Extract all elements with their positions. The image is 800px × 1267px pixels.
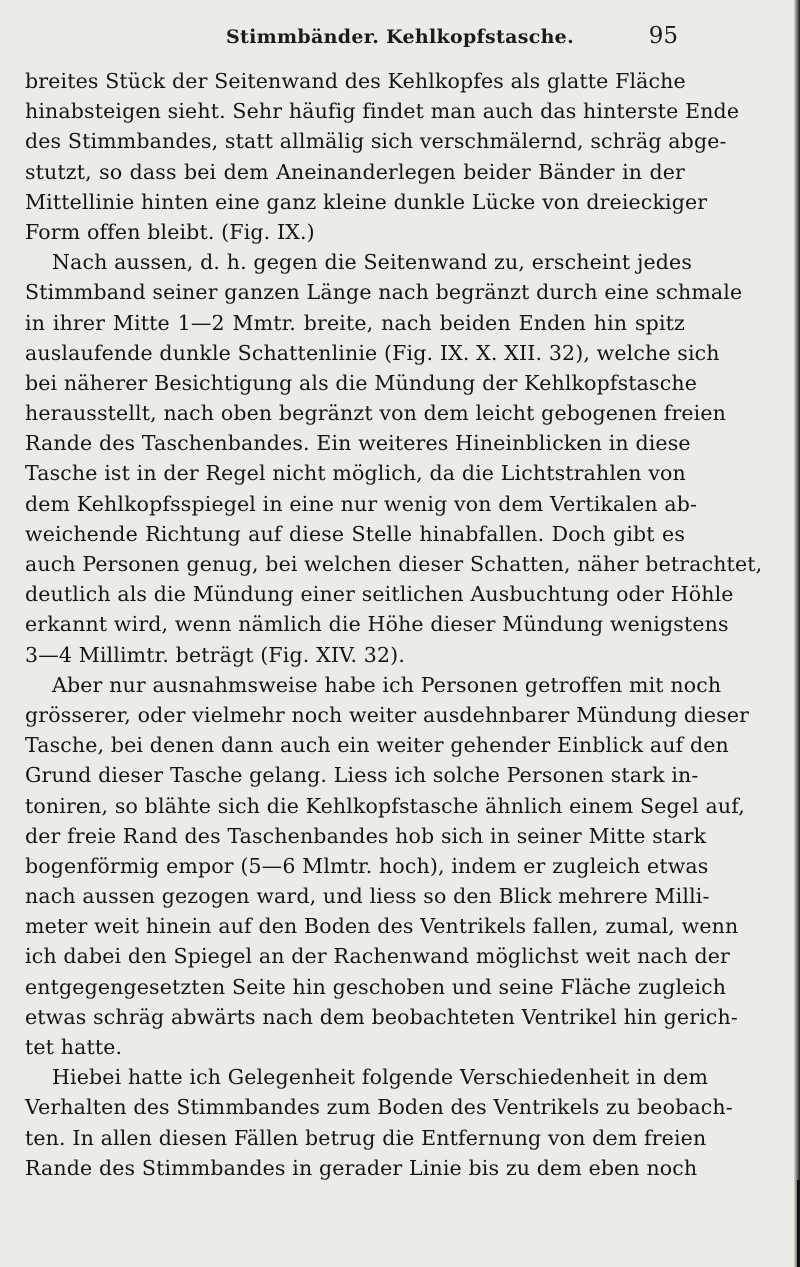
running-head: Stimmbänder. Kehlkopfstasche.	[226, 26, 574, 48]
page-number: 95	[648, 23, 678, 49]
text-line: herausstellt, nach oben begränzt von dem leicht gebogenen freien	[25, 401, 727, 426]
text-line: Stimmband seiner ganzen Länge nach begränzt durch eine schmale	[25, 280, 743, 305]
text-line: auch Personen genug, bei welchen dieser Schatten, näher betrachtet,	[25, 552, 763, 576]
text-line: bei näherer Besichtigung als die Mündung der Kehlkopfstasche	[25, 370, 697, 395]
text-line: Hiebei hatte ich Gelegenheit folgende Verschiedenheit in dem	[52, 1065, 709, 1090]
text-line: in ihrer Mitte 1—2 Mmtr. breite, nach beiden Enden hin spitz	[25, 310, 685, 335]
text-line: Nach aussen, d. h. gegen die Seitenwand zu, erscheint jedes	[52, 250, 692, 275]
text-line: toniren, so blähte sich die Kehlkopfstasche ähnlich einem Segel auf,	[25, 793, 745, 818]
body-text	[25, 66, 763, 1183]
text-line: entgegengesetzten Seite hin geschoben und seine Fläche zugleich	[25, 974, 727, 999]
text-line: bogenförmig empor (5—6 Mlmtr. hoch), indem er zugleich etwas	[25, 853, 709, 878]
page-header	[0, 22, 800, 52]
text-line: Form offen bleibt. (Fig. IX.)	[25, 219, 315, 244]
text-line: stutzt, so dass bei dem Aneinanderlegen beider Bänder in der	[25, 159, 685, 184]
text-line: Grund dieser Tasche gelang. Liess ich solche Personen stark in-	[25, 763, 699, 788]
text-line: hinabsteigen sieht. Sehr häufig findet man auch das hinterste Ende	[25, 99, 740, 124]
text-line: grösserer, oder vielmehr noch weiter ausdehnbarer Mündung dieser	[25, 702, 750, 727]
text-line: dem Kehlkopfsspiegel in eine nur wenig von dem Vertikalen ab-	[25, 491, 698, 516]
text-line: ten. In allen diesen Fällen betrug die Entfernung von dem freien	[25, 1125, 707, 1150]
text-line: etwas schräg abwärts nach dem beobachteten Ventrikel hin gerich-	[25, 1004, 738, 1029]
text-line: Mittellinie hinten eine ganz kleine dunkle Lücke von dreieckiger	[25, 189, 708, 214]
text-line: des Stimmbandes, statt allmälig sich verschmälernd, schräg abge-	[25, 129, 727, 154]
text-line: meter weit hinein auf den Boden des Ventrikels fallen, zumal, wenn	[25, 914, 739, 939]
text-line: tet hatte.	[25, 1035, 123, 1059]
text-line: auslaufende dunkle Schattenlinie (Fig. IX. X. XII. 32), welche sich	[25, 340, 720, 365]
text-line: nach aussen gezogen ward, und liess so den Blick mehrere Milli-	[25, 884, 710, 909]
text-line: Rande des Stimmbandes in gerader Linie bis zu dem eben noch	[25, 1155, 698, 1180]
text-line: breites Stück der Seitenwand des Kehlkopfes als glatte Fläche	[25, 69, 686, 93]
text-line: der freie Rand des Taschenbandes hob sich in seiner Mitte stark	[25, 823, 707, 848]
text-line: 3—4 Millimtr. beträgt (Fig. XIV. 32).	[25, 642, 405, 667]
text-line: deutlich als die Mündung einer seitlichen Ausbuchtung oder Höhle	[25, 582, 734, 607]
text-line: Aber nur ausnahmsweise habe ich Personen getroffen mit noch	[52, 672, 722, 697]
text-line: Tasche ist in der Regel nicht möglich, da die Lichtstrahlen von	[25, 461, 686, 486]
text-line: weichende Richtung auf diese Stelle hinabfallen. Doch gibt es	[25, 521, 685, 546]
text-line: Rande des Taschenbandes. Ein weiteres Hineinblicken in diese	[25, 431, 691, 456]
text-line: ich dabei den Spiegel an der Rachenwand möglichst weit nach der	[25, 944, 730, 969]
page-edge-shadow	[794, 0, 800, 1267]
text-line: erkannt wird, wenn nämlich die Höhe dieser Mündung wenigstens	[25, 612, 729, 637]
text-line: Tasche, bei denen dann auch ein weiter gehender Einblick auf den	[25, 733, 729, 758]
text-line: Verhalten des Stimmbandes zum Boden des Ventrikels zu beobach-	[25, 1095, 733, 1120]
